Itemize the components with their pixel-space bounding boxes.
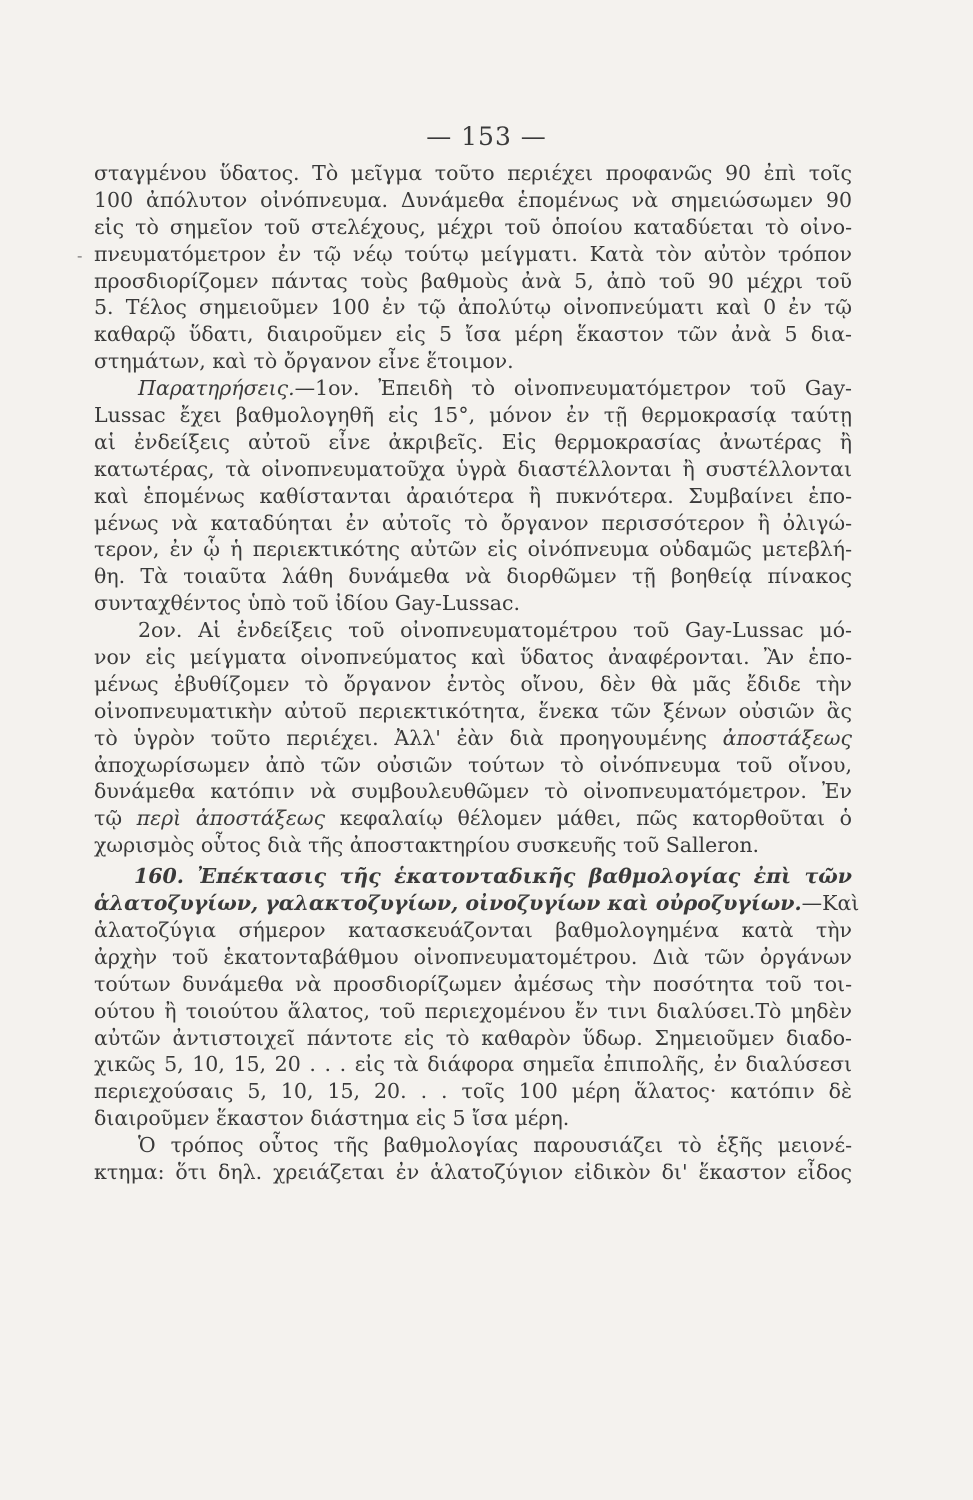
line-text: αὐτῶν ἀντιστοιχεῖ πάντοτε εἰς τὸ καθαρὸν ὕδωρ. Σημειοῦμεν διαδο- bbox=[94, 1025, 852, 1050]
text-line bbox=[94, 890, 860, 917]
page-number: — 153 — bbox=[426, 122, 547, 151]
line-text: ἀρχὴν τοῦ ἑκατονταβάθμου οἰνοπνευματομέτρου. Διὰ τῶν ὀργάνων bbox=[94, 944, 852, 969]
line-text: καὶ ἑπομένως καθίστανται ἀραιότερα ἢ πυκνότερα. Συμβαίνει ἑπο- bbox=[94, 483, 852, 508]
text-line bbox=[94, 402, 852, 429]
line-text: πνευματόμετρον ἐν τῷ νέῳ τούτῳ μείγματι. Κατὰ τὸν αὐτὸν τρόπον bbox=[94, 241, 852, 266]
line-text: εἰς τὸ σημεῖον τοῦ στελέχους, μέχρι τοῦ ὁποίου καταδύεται τὸ οἰνο- bbox=[94, 214, 852, 239]
text-line bbox=[94, 590, 852, 617]
line-text: θη. Τὰ τοιαῦτα λάθη δυνάμεθα νὰ διορθῶμεν τῇ βοηθείᾳ πίνακος bbox=[94, 564, 852, 589]
text-line bbox=[94, 1132, 852, 1159]
text-line bbox=[94, 321, 852, 348]
section-heading-text: 160. Ἐπέκτασις τῆς ἑκατονταδικῆς βαθμολογίας ἐπὶ τῶν bbox=[134, 864, 852, 889]
text-line bbox=[94, 456, 852, 483]
text-line bbox=[94, 268, 852, 295]
line-text: μένως ἐβυθίζομεν τὸ ὄργανον ἐντὸς οἴνου, δὲν θὰ μᾶς ἔδιδε τὴν bbox=[94, 671, 852, 696]
text-line bbox=[94, 917, 852, 944]
text-line bbox=[94, 725, 852, 752]
line-text: συνταχθέντος ὑπὸ τοῦ ἰδίου Gay-Lussac. bbox=[94, 591, 521, 616]
line-text: 100 ἀπόλυτον οἰνόπνευμα. Δυνάμεθα ἑπομένως νὰ σημειώσωμεν 90 bbox=[94, 187, 852, 212]
text-line bbox=[94, 671, 852, 698]
text-line bbox=[94, 1105, 852, 1132]
line-text: σταγμένου ὕδατος. Τὸ μεῖγμα τοῦτο περιέχει προφανῶς 90 ἐπὶ τοῖς bbox=[94, 161, 852, 185]
text-line bbox=[94, 778, 852, 805]
line-text: —1ον. Ἐπειδὴ τὸ οἰνοπνευματόμετρον τοῦ Gay- bbox=[294, 376, 852, 401]
line-text: προσδιορίζομεν πάντας τοὺς βαθμοὺς ἀνὰ 5, ἀπὸ τοῦ 90 μέχρι τοῦ bbox=[94, 268, 852, 293]
text-line bbox=[94, 483, 852, 510]
text-line bbox=[94, 187, 852, 214]
text-line bbox=[94, 617, 852, 644]
text-line bbox=[94, 971, 852, 998]
body-text bbox=[94, 160, 860, 1186]
text-line bbox=[94, 536, 852, 563]
line-text: —Καὶ bbox=[801, 891, 860, 916]
line-text: τούτων δυνάμεθα νὰ προσδιορίζωμεν ἀμέσως τὴν ποσότητα τοῦ τοι- bbox=[94, 971, 852, 996]
line-text: Ὁ τρόπος οὗτος τῆς βαθμολογίας παρουσιάζει τὸ ἑξῆς μειονέ- bbox=[138, 1133, 852, 1158]
line-text: νον εἰς μείγματα οἰνοπνεύματος καὶ ὕδατος ἀναφέρονται. Ἂν ἑπο- bbox=[94, 645, 852, 670]
line-text: περιεχούσαις 5, 10, 15, 20. . . τοῖς 100 μέρη ἅλατος· κατόπιν δὲ bbox=[94, 1079, 852, 1104]
line-text: καθαρῷ ὕδατι, διαιροῦμεν εἰς 5 ἴσα μέρη ἕκαστον τῶν ἀνὰ 5 δια- bbox=[94, 322, 852, 347]
italic-text: Παρατηρήσεις. bbox=[138, 376, 295, 401]
text-line bbox=[94, 644, 852, 671]
text-line bbox=[94, 241, 852, 268]
text-line bbox=[94, 510, 852, 537]
text-line bbox=[94, 348, 852, 375]
line-text: κεφαλαίῳ θέλομεν μάθει, πῶς κατορθοῦται ὁ bbox=[325, 806, 853, 831]
line-text: τερον, ἐν ᾧ ἡ περιεκτικότης αὐτῶν εἰς οἰνόπνευμα οὐδαμῶς μετεβλή- bbox=[94, 537, 852, 562]
line-text: τὸ ὑγρὸν τοῦτο περιέχει. Ἀλλ' ἐὰν διὰ προηγουμένης bbox=[94, 725, 723, 750]
text-line bbox=[94, 752, 852, 779]
line-text: χωρισμὸς οὗτος διὰ τῆς ἀποστακτηρίου συσκευῆς τοῦ Salleron. bbox=[94, 833, 760, 858]
text-line bbox=[94, 294, 852, 321]
text-line bbox=[94, 563, 852, 590]
line-text: κατωτέρας, τὰ οἰνοπνευματοῦχα ὑγρὰ διαστέλλονται ἢ συστέλλονται bbox=[94, 456, 852, 481]
line-text: τῷ bbox=[94, 806, 137, 831]
text-line bbox=[94, 429, 852, 456]
italic-text: ἀποστάξεως bbox=[722, 725, 852, 750]
line-text: ἀποχωρίσωμεν ἀπὸ τῶν οὐσιῶν τούτων τὸ οἰνόπνευμα τοῦ οἴνου, bbox=[94, 752, 852, 777]
line-text: ούτου ἢ τοιούτου ἅλατος, τοῦ περιεχομένου ἔν τινι διαλύσει.Τὸ μηδὲν bbox=[94, 998, 852, 1023]
text-line bbox=[94, 160, 852, 187]
text-line bbox=[94, 698, 852, 725]
line-text: μένως νὰ καταδύηται ἐν αὐτοῖς τὸ ὄργανον περισσότερον ἢ ὀλιγώ- bbox=[94, 510, 852, 535]
line-text: 2ον. Αἱ ἐνδείξεις τοῦ οἰνοπνευματομέτρου τοῦ Gay-Lussac μό- bbox=[138, 618, 852, 643]
text-line bbox=[94, 944, 852, 971]
line-text: κτημα: ὅτι δηλ. χρειάζεται ἐν ἁλατοζύγιον εἰδικὸν δι' ἕκαστον εἶδος bbox=[94, 1159, 852, 1184]
line-text: ἁλατοζύγια σήμερον κατασκευάζονται βαθμολογημένα κατὰ τὴν bbox=[94, 917, 852, 942]
text-line bbox=[94, 805, 852, 832]
line-text: αἱ ἐνδείξεις αὐτοῦ εἶνε ἀκριβεῖς. Εἰς θερμοκρασίας ἀνωτέρας ἢ bbox=[94, 429, 852, 454]
text-line bbox=[94, 375, 852, 402]
line-text: χικῶς 5, 10, 15, 20 . . . εἰς τὰ διάφορα σημεῖα ἐπιπολῆς, ἐν διαλύσεσι bbox=[94, 1052, 852, 1077]
text-line bbox=[94, 1025, 852, 1052]
text-line bbox=[94, 1159, 852, 1186]
margin-mark: - bbox=[77, 246, 83, 265]
text-line bbox=[94, 1078, 852, 1105]
line-text: διαιροῦμεν ἕκαστον διάστημα εἰς 5 ἴσα μέρη. bbox=[94, 1106, 570, 1131]
line-text: δυνάμεθα κατόπιν νὰ συμβουλευθῶμεν τὸ οἰνοπνευματόμετρον. Ἐν bbox=[94, 779, 852, 804]
text-line bbox=[94, 998, 852, 1025]
line-text: στημάτων, καὶ τὸ ὄργανον εἶνε ἕτοιμον. bbox=[94, 349, 514, 374]
text-line bbox=[94, 863, 852, 890]
line-text: οἰνοπνευματικὴν αὐτοῦ περιεκτικότητα, ἕνεκα τῶν ξένων οὐσιῶν ἃς bbox=[94, 698, 852, 723]
text-line bbox=[94, 832, 852, 859]
italic-text: περὶ ἀποστάξεως bbox=[136, 806, 326, 831]
line-text: 5. Τέλος σημειοῦμεν 100 ἐν τῷ ἀπολύτῳ οἰνοπνεύματι καὶ 0 ἐν τῷ bbox=[94, 295, 852, 320]
text-line bbox=[94, 214, 852, 241]
text-line bbox=[94, 1051, 852, 1078]
section-heading-text: ἁλατοζυγίων, γαλακτοζυγίων, οἰνοζυγίων καὶ οὐροζυγίων. bbox=[94, 891, 802, 916]
line-text: Lussac ἔχει βαθμολογηθῆ εἰς 15°, μόνον ἐν τῇ θερμοκρασίᾳ ταύτῃ bbox=[94, 403, 852, 428]
